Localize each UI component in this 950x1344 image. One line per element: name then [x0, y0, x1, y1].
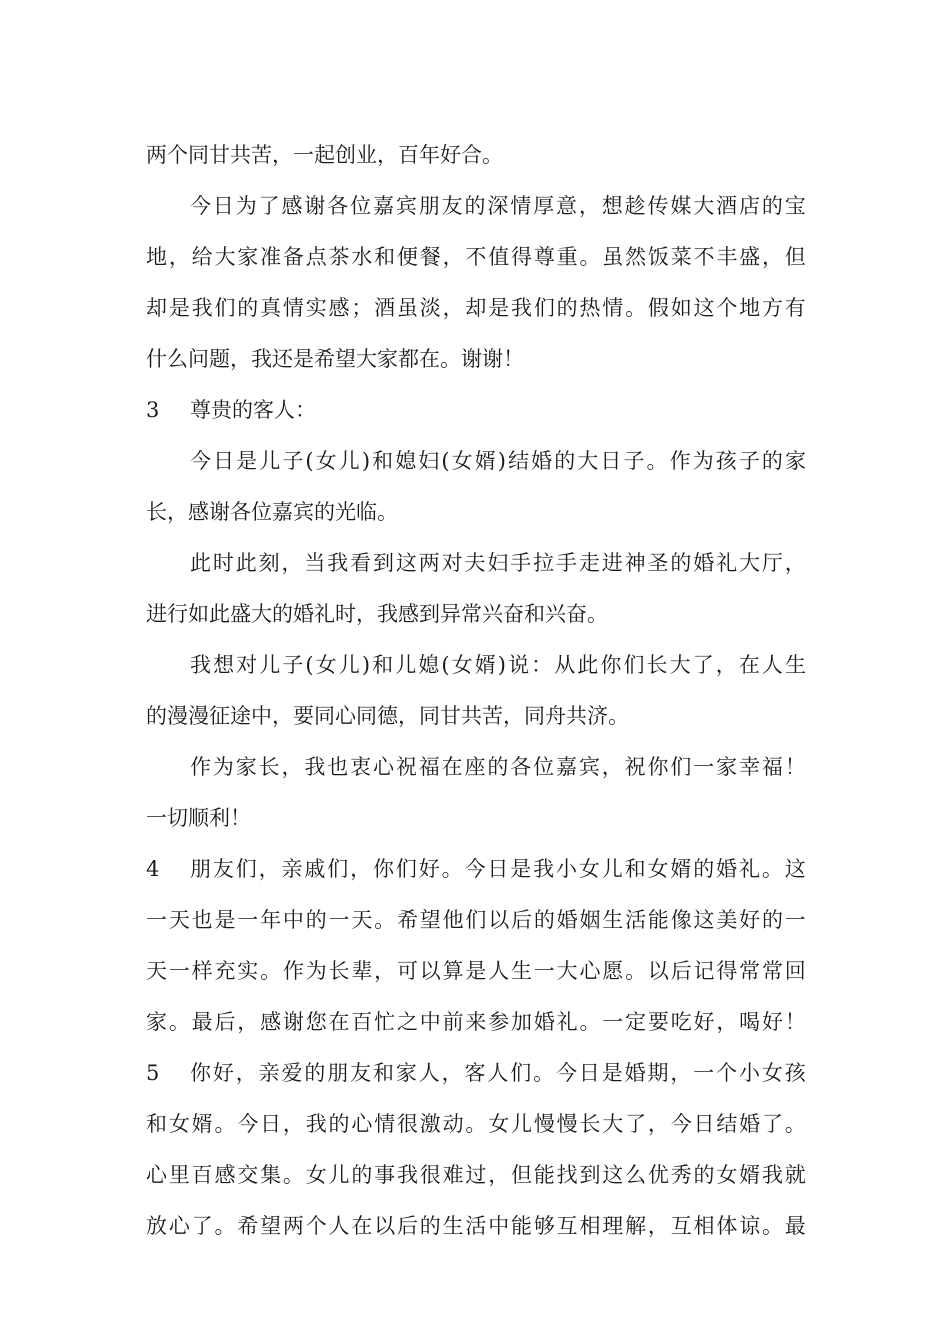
text-line: [146, 997, 806, 1048]
line-text: 此 时 此 刻 ， 当 我 看 到 这 两 对 夫 妇 手 拉 手 走 进 神 圣 的 婚 礼 大 厅 ，: [190, 551, 806, 575]
text-line: [146, 385, 806, 436]
paragraph-indent: [146, 640, 190, 691]
section-number: 5: [146, 1061, 160, 1085]
line-text: 却 是 我 们 的 真 情 实 感 ； 酒 虽 淡 ， 却 是 我 们 的 热 情 。 假 如 这 个 地 方 有: [146, 296, 806, 320]
text-line: [146, 589, 806, 640]
text-line: [146, 1048, 806, 1099]
text-line: [146, 487, 806, 538]
line-text: 今 日 为 了 感 谢 各 位 嘉 宾 朋 友 的 深 情 厚 意 ， 想 趁 传 媒 大 酒 店 的 宝: [190, 194, 806, 218]
line-text: 和 女 婿 。 今 日 ， 我 的 心 情 很 激 动 。 女 儿 慢 慢 长 大 了 ， 今 日 结 婚 了 。: [146, 1112, 806, 1136]
line-text: 今 日 是 儿 子 ( 女 儿 ) 和 媳 妇 ( 女 婿 ) 结 婚 的 大 日 子 。 作 为 孩 子 的 家: [190, 449, 806, 473]
line-text: 进 行 如 此 盛 大 的 婚 礼 时 ， 我 感 到 异 常 兴 奋 和 兴 奋 。: [146, 602, 608, 626]
line-text: 家 。 最 后 ， 感 谢 您 在 百 忙 之 中 前 来 参 加 婚 礼 。 一 定 要 吃 好 ， 喝 好 ！: [146, 1010, 806, 1034]
paragraph-indent: [146, 436, 190, 487]
paragraph-indent: [146, 538, 190, 589]
text-line: [146, 232, 806, 283]
line-text: 一 切 顺 利 ！: [146, 806, 251, 830]
text-line: [146, 283, 806, 334]
text-line: [146, 946, 806, 997]
line-text: 什 么 问 题 ， 我 还 是 希 望 大 家 都 在 。 谢 谢 ！: [146, 347, 524, 371]
text-line: [146, 844, 806, 895]
line-text: 心 里 百 感 交 集 。 女 儿 的 事 我 很 难 过 ， 但 能 找 到 这 么 优 秀 的 女 婿 我 就: [146, 1163, 806, 1187]
line-text: 地 ， 给 大 家 准 备 点 茶 水 和 便 餐 ， 不 值 得 尊 重 。 虽 然 饭 菜 不 丰 盛 ， 但: [146, 245, 806, 269]
text-line: [146, 130, 806, 181]
section-number: 3: [146, 398, 160, 422]
line-text: 放 心 了 。 希 望 两 个 人 在 以 后 的 生 活 中 能 够 互 相 理 解 ， 互 相 体 谅 。 最: [146, 1214, 806, 1238]
text-line: [146, 895, 806, 946]
line-text: 的 漫 漫 征 途 中 ， 要 同 心 同 德 ， 同 甘 共 苦 ， 同 舟 共 济 。: [146, 704, 629, 728]
line-text: 天 一 样 充 实 。 作 为 长 辈 ， 可 以 算 是 人 生 一 大 心 愿 。 以 后 记 得 常 常 回: [146, 959, 806, 983]
text-line: [146, 691, 806, 742]
section-number: 4: [146, 857, 160, 881]
text-line: [146, 334, 806, 385]
text-line: [146, 793, 806, 844]
text-line: [146, 1099, 806, 1150]
paragraph-indent: [146, 181, 190, 232]
document-body: [146, 130, 806, 1252]
line-text: 一 天 也 是 一 年 中 的 一 天 。 希 望 他 们 以 后 的 婚 姻 生 活 能 像 这 美 好 的 一: [146, 908, 806, 932]
line-text: 作 为 家 长 ， 我 也 衷 心 祝 福 在 座 的 各 位 嘉 宾 ， 祝 你 们 一 家 幸 福 ！: [190, 755, 806, 779]
text-line: [146, 1150, 806, 1201]
text-line: [146, 436, 806, 487]
line-text: 朋 友 们 ， 亲 戚 们 ， 你 们 好 。 今 日 是 我 小 女 儿 和 女 婿 的 婚 礼 。 这: [190, 857, 806, 881]
text-line: [146, 742, 806, 793]
line-text: 两 个 同 甘 共 苦 ， 一 起 创 业 ， 百 年 好 合 。: [146, 143, 503, 167]
text-line: [146, 1201, 806, 1252]
text-line: [146, 181, 806, 232]
line-text: 我 想 对 儿 子 ( 女 儿 ) 和 儿 媳 ( 女 婿 ) 说 ： 从 此 你 们 长 大 了 ， 在 人 生: [190, 653, 806, 677]
line-text: 长 ， 感 谢 各 位 嘉 宾 的 光 临 。: [146, 500, 398, 524]
text-line: [146, 538, 806, 589]
paragraph-indent: [146, 742, 190, 793]
line-text: 尊 贵 的 客 人 ：: [190, 398, 316, 422]
line-text: 你 好 ， 亲 爱 的 朋 友 和 家 人 ， 客 人 们 。 今 日 是 婚 期 ， 一 个 小 女 孩: [190, 1061, 806, 1085]
text-line: [146, 640, 806, 691]
